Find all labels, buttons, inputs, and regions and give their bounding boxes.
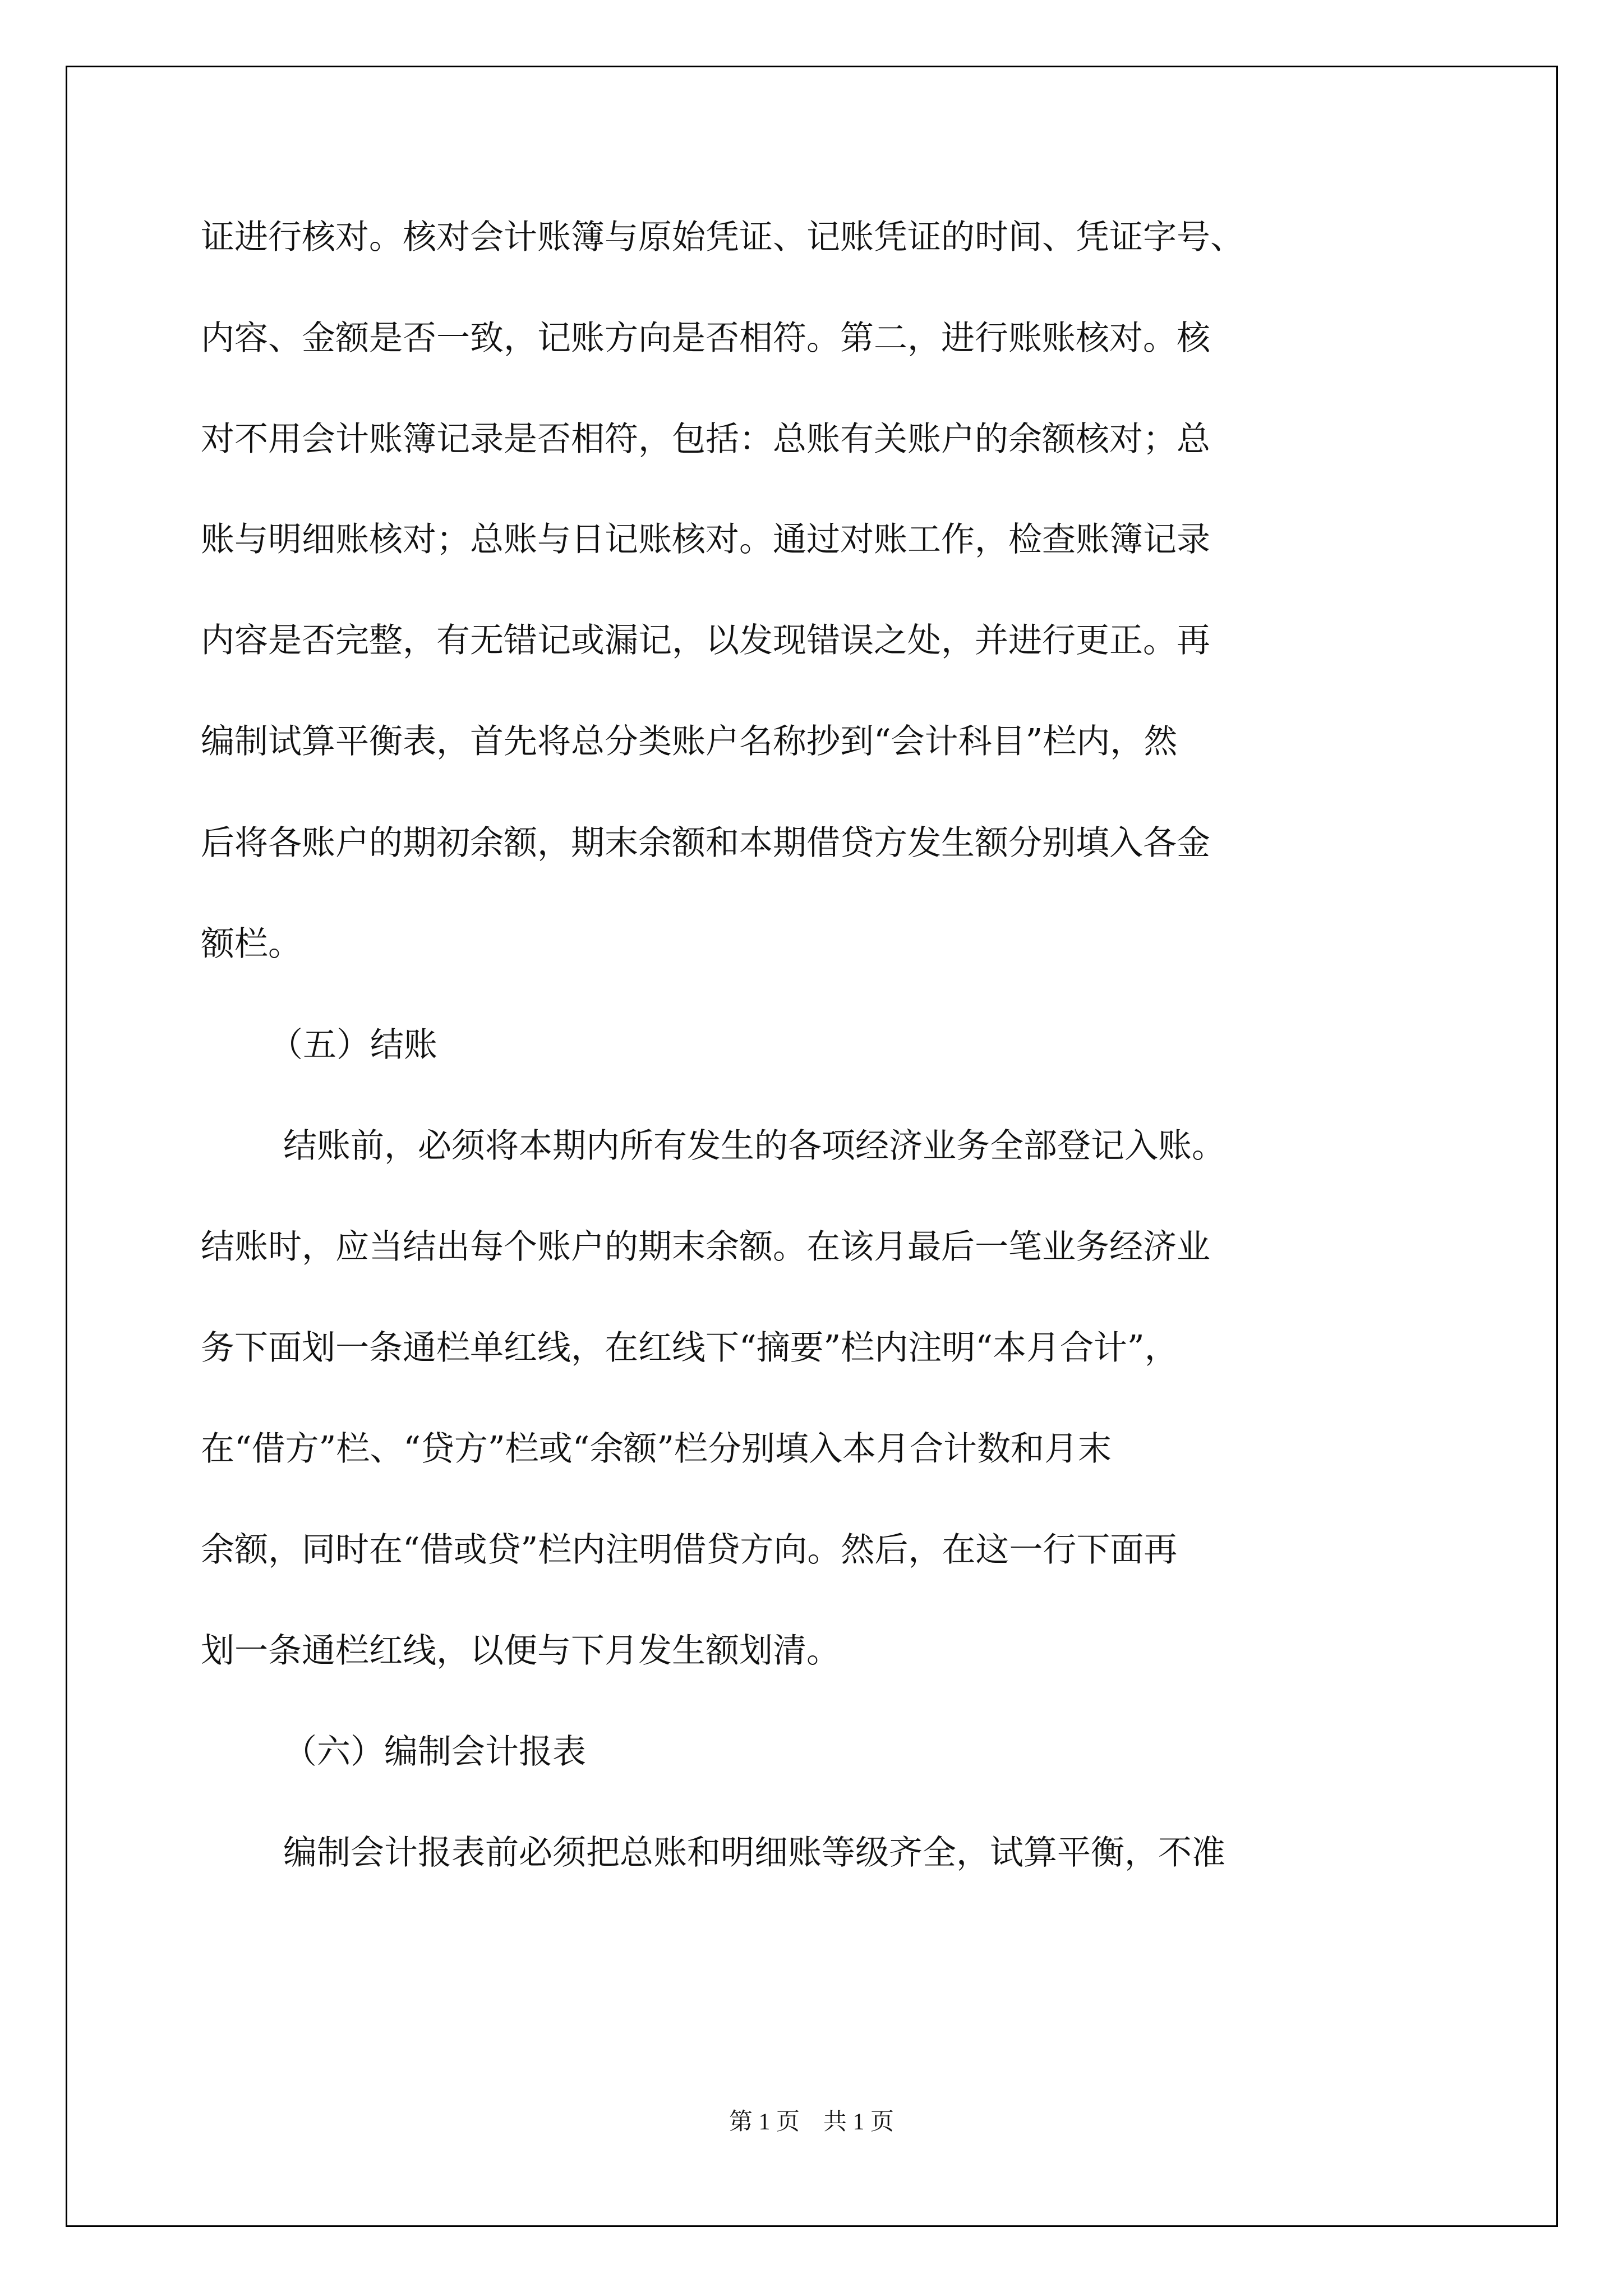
paragraph-line: 编制试算平衡表，首先将总分类账户名称抄到“会计科目”栏内，然	[201, 722, 1178, 761]
paragraph-line: 额栏。	[201, 924, 302, 964]
paragraph-line: 账与明细账核对；总账与日记账核对。通过对账工作，检查账簿记录	[201, 520, 1210, 559]
paragraph-line: 划一条通栏红线，以便与下月发生额划清。	[201, 1631, 840, 1671]
paragraph-line: 证进行核对。核对会计账簿与原始凭证、记账凭证的时间、凭证字号、	[201, 218, 1244, 257]
paragraph-line: 内容、金额是否一致，记账方向是否相符。第二，进行账账核对。核	[201, 319, 1210, 358]
paragraph-line: 对不用会计账簿记录是否相符，包括：总账有关账户的余额核对；总	[201, 420, 1210, 459]
paragraph-line: 编制会计报表前必须把总账和明细账等级齐全，试算平衡，不准	[283, 1833, 1225, 1872]
paragraph-line: 在“借方”栏、“贷方”栏或“余额”栏分别填入本月合计数和月末	[201, 1429, 1112, 1469]
paragraph-line: 结账前，必须将本期内所有发生的各项经济业务全部登记入账。	[283, 1126, 1225, 1166]
paragraph-line: 务下面划一条通栏单红线，在红线下“摘要”栏内注明“本月合计”，	[201, 1328, 1178, 1368]
section-heading: （五）结账	[269, 1025, 437, 1065]
paragraph-line: 内容是否完整，有无错记或漏记，以发现错误之处，并进行更正。再	[201, 621, 1210, 660]
section-heading: （六）编制会计报表	[283, 1732, 586, 1772]
paragraph-line: 结账时，应当结出每个账户的期末余额。在该月最后一笔业务经济业	[201, 1227, 1210, 1267]
paragraph-line: 余额，同时在“借或贷”栏内注明借贷方向。然后，在这一行下面再	[201, 1530, 1178, 1570]
page-number-footer: 第 1 页 共 1 页	[728, 2109, 894, 2135]
paragraph-line: 后将各账户的期初余额，期末余额和本期借贷方发生额分别填入各金	[201, 823, 1210, 863]
